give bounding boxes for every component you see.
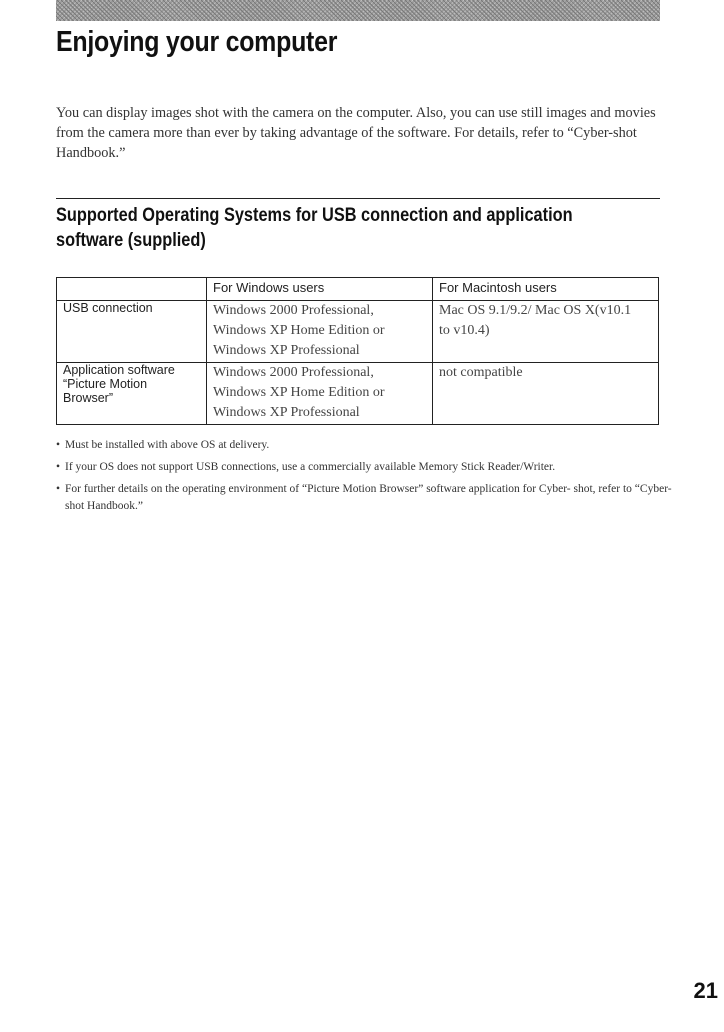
header-pattern-band	[56, 0, 660, 21]
footnote-text: If your OS does not support USB connections, use a commercially available Memory Stick Reader/Writer.	[65, 461, 556, 473]
row-label-line: Browser”	[63, 391, 114, 405]
cell-app-mac	[433, 363, 659, 425]
row-label-line: “Picture Motion	[63, 377, 148, 391]
bullet-icon: •	[56, 439, 61, 451]
page-number: 21	[693, 978, 718, 1003]
cell-line: to v10.4)	[439, 323, 490, 338]
cell-line: Mac OS 9.1/9.2/ Mac OS X(v10.1	[439, 303, 632, 318]
section-heading-line-1: Supported Operating Systems for USB connection and application	[56, 205, 573, 226]
section-heading-line-2: software (supplied)	[56, 230, 206, 251]
row-label-line: USB connection	[63, 301, 153, 315]
table-header-mac: For Macintosh users	[433, 278, 659, 301]
cell-app-windows	[207, 363, 433, 425]
row-label-line: Application software	[63, 363, 175, 377]
row-label-usb-connection	[57, 301, 207, 363]
footnote-text: For further details on the operating environment of “Picture Motion Browser” software application for Cyber- shot, refer to “Cyber-shot Handbook.”	[65, 483, 672, 512]
cell-usb-windows	[207, 301, 433, 363]
table-header-blank	[57, 278, 207, 301]
cell-line: Windows 2000 Professional,	[213, 365, 374, 380]
table-row	[57, 363, 659, 425]
footnotes-list	[56, 437, 676, 520]
cell-line: Windows XP Professional	[213, 343, 360, 358]
list-item	[56, 481, 676, 515]
table-header-windows: For Windows users	[207, 278, 433, 301]
cell-line: Windows XP Home Edition or	[213, 385, 385, 400]
supported-os-table	[56, 277, 659, 425]
table-header-row	[57, 278, 659, 301]
cell-line: not compatible	[439, 365, 523, 380]
row-label-application-software	[57, 363, 207, 425]
cell-line: Windows XP Professional	[213, 405, 360, 420]
list-item	[56, 437, 676, 454]
intro-paragraph: You can display images shot with the camera on the computer. Also, you can use still images and movies from the camera more than ever by taking advantage of the software. For details, refer to “Cyber-shot Handbook.”	[56, 105, 656, 161]
cell-line: Windows XP Home Edition or	[213, 323, 385, 338]
section-heading	[56, 203, 658, 253]
page-title: Enjoying your computer	[56, 26, 338, 58]
bullet-icon: •	[56, 461, 61, 473]
footnote-text: Must be installed with above OS at delivery.	[65, 439, 270, 451]
bullet-icon: •	[56, 483, 61, 495]
table-row	[57, 301, 659, 363]
section-divider	[56, 198, 660, 199]
list-item	[56, 459, 676, 476]
cell-usb-mac	[433, 301, 659, 363]
cell-line: Windows 2000 Professional,	[213, 303, 374, 318]
